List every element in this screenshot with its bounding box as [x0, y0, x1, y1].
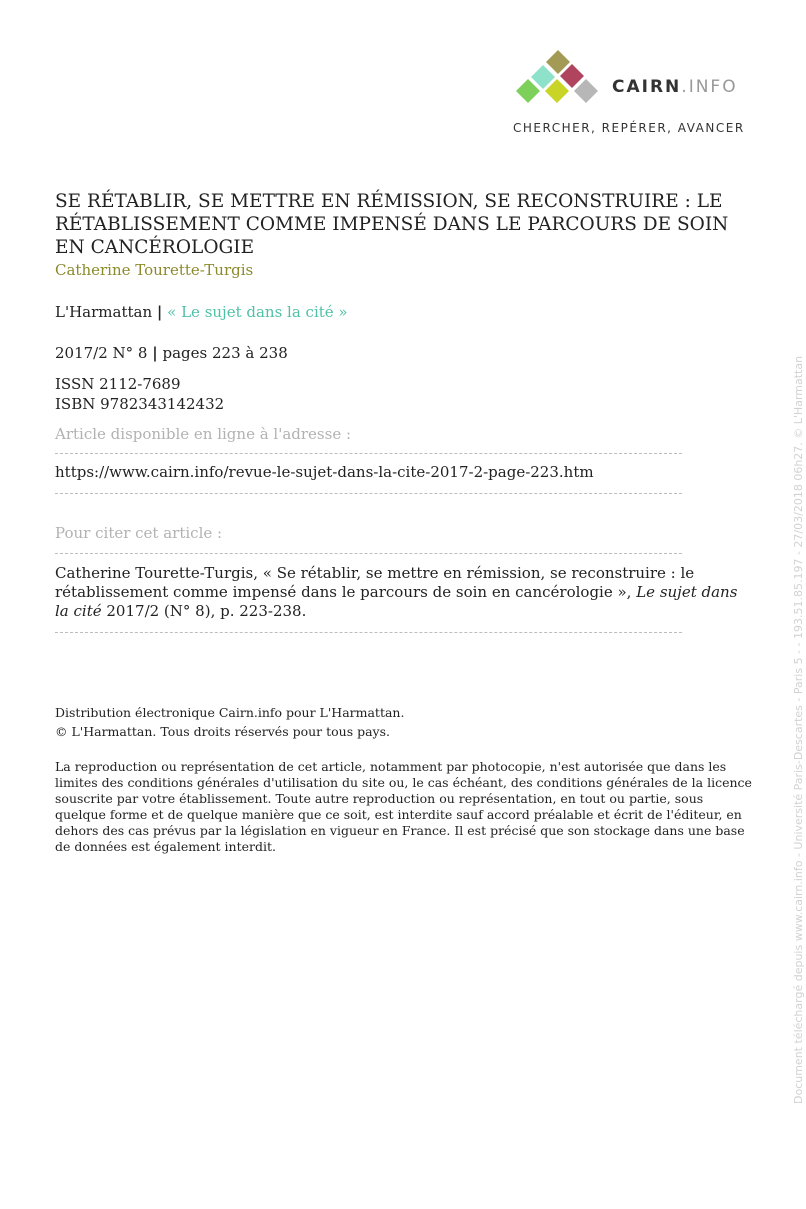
cairn-logo[interactable] — [512, 46, 762, 142]
article-url-link[interactable]: https://www.cairn.info/revue-le-sujet-dans-la-cite-2017-2-page-223.htm — [55, 463, 594, 481]
legal-notice: La reproduction ou représentation de cet article, notamment par photocopie, n'est autorisée que dans les limites des conditions générales d'utilisation du site ou, le cas échéant, des conditions générales de la licence souscrite par votre établissement. Toute autre reproduction ou représentation, en tout ou partie, sous quelque forme et de quelque manière que ce soit, est interdite sauf accord préalable et écrit de l'éditeur, en dehors des cas prévus par la législation en vigueur en France. Il est précisé que son stockage dans une base de données est également interdit. — [55, 759, 752, 854]
distribution-text: Distribution électronique Cairn.info pour L'Harmattan. — [55, 705, 405, 720]
copyright-text: © L'Harmattan. Tous droits réservés pour tous pays. — [55, 724, 391, 739]
page-range: pages 223 à 238 — [162, 344, 288, 362]
collection-link[interactable]: « Le sujet dans la cité » — [167, 303, 348, 321]
issue-number: 2017/2 N° 8 — [55, 344, 148, 362]
logo-ext: INFO — [688, 77, 738, 97]
article-author[interactable]: Catherine Tourette-Turgis — [55, 261, 254, 279]
online-label: Article disponible en ligne à l'adresse : — [55, 425, 352, 443]
publisher-separator: | — [156, 303, 163, 321]
logo-diamonds-icon — [512, 46, 612, 116]
identifiers — [55, 374, 224, 414]
logo-wordmark — [612, 77, 738, 97]
download-watermark: Document téléchargé depuis www.cairn.info - Université Paris-Descartes - Paris 5 - - 193.51.85.197 - 27/03/2018 06h27. © L'Harmattan — [792, 355, 805, 1104]
logo-tagline: CHERCHER, REPÉRER, AVANCER — [513, 121, 745, 135]
citation-prefix: Catherine Tourette-Turgis, « Se rétablir, se mettre en rémission, se reconstruire : le rétablissement comme impensé dans le parcours de soin en cancérologie », — [55, 564, 695, 601]
distribution-notice — [55, 703, 755, 741]
publisher-line — [55, 303, 348, 321]
citation-text — [55, 564, 755, 621]
diamond-grey — [574, 79, 598, 103]
citation-journal: Le sujet dans la cité — [55, 583, 738, 620]
divider — [55, 453, 682, 454]
divider — [55, 553, 682, 554]
issue-separator: | — [152, 344, 158, 362]
diamond-green — [516, 79, 540, 103]
divider — [55, 632, 682, 633]
cite-label: Pour citer cet article : — [55, 524, 223, 542]
publisher-name: L'Harmattan — [55, 303, 153, 321]
divider — [55, 493, 682, 494]
issn: ISSN 2112-7689 — [55, 375, 181, 393]
isbn: ISBN 9782343142432 — [55, 395, 225, 413]
logo-dot: . — [681, 77, 689, 97]
article-title: SE RÉTABLIR, SE METTRE EN RÉMISSION, SE RECONSTRUIRE : LE RÉTABLISSEMENT COMME IMPENSÉ DANS LE PARCOURS DE SOIN EN CANCÉROLOGIE — [55, 191, 729, 258]
logo-brand: CAIRN — [612, 77, 682, 97]
citation-suffix: 2017/2 (N° 8), p. 223-238. — [101, 602, 307, 620]
issue-line — [55, 344, 288, 362]
